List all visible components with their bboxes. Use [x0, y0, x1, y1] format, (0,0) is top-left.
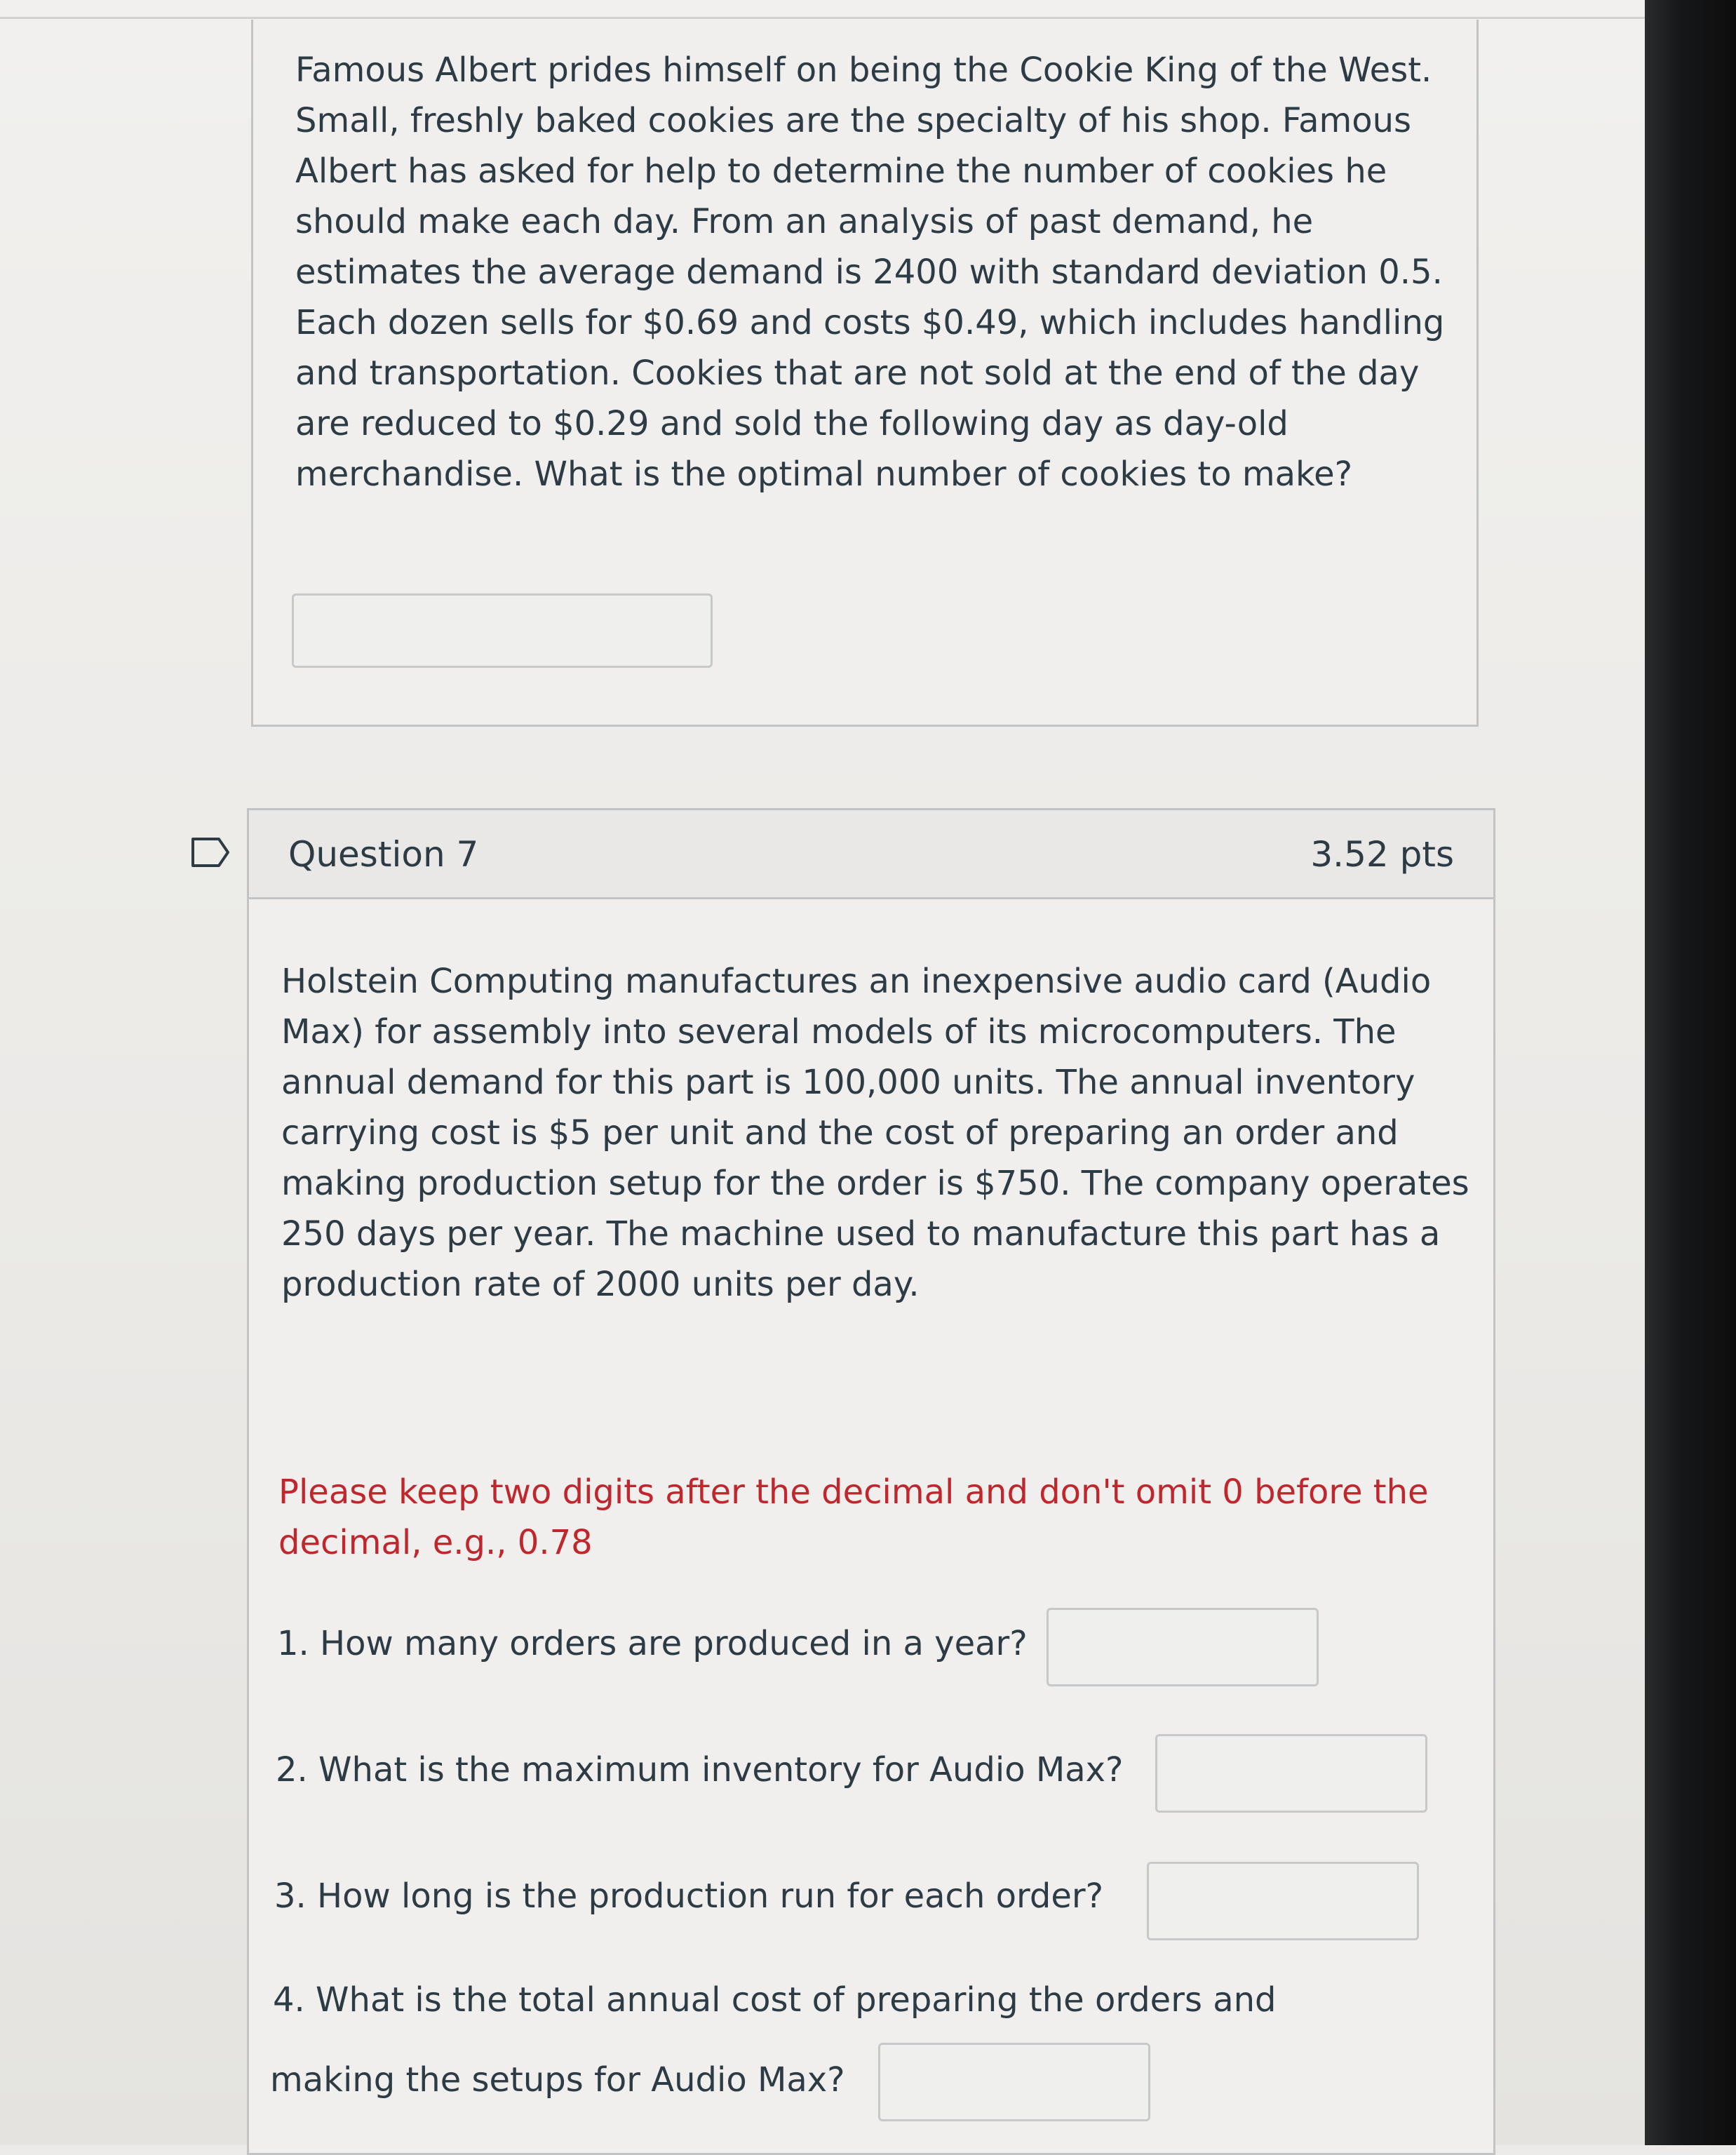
sub-question-3: 3. How long is the production run for each order?: [274, 1877, 1104, 1916]
previous-answer-input[interactable]: [292, 593, 713, 668]
flag-icon[interactable]: [191, 837, 230, 868]
sub-question-4-line-1: 4. What is the total annual cost of preparing the orders and: [273, 1980, 1277, 2020]
answer-input-2[interactable]: [1155, 1734, 1427, 1813]
answer-input-4[interactable]: [878, 2043, 1150, 2121]
device-bezel: [1645, 0, 1736, 2145]
decimal-instructions: Please keep two digits after the decimal and don't omit 0 before the decimal, e.g., 0.78: [278, 1472, 1429, 1562]
sub-question-2: 2. What is the maximum inventory for Audio Max?: [276, 1750, 1124, 1790]
question-header: [249, 810, 1493, 899]
question-7-card: [247, 808, 1495, 2155]
question-title: Question 7: [288, 834, 479, 875]
previous-question-card: [251, 20, 1479, 727]
top-divider: [0, 17, 1645, 19]
question-points: 3.52 pts: [1310, 834, 1454, 875]
answer-input-3[interactable]: [1147, 1862, 1419, 1940]
question-text: Holstein Computing manufactures an inexpensive audio card (Audio Max) for assembly into several models of its microcomputers. The annual demand for this part is 100,000 units. The annual inventory carrying cost is $5 per unit and the cost of preparing an order and making production setup for the order is $750. The company operates 250 days per year. The machine used to manufacture this part has a production rate of 2000 units per day.: [281, 962, 1469, 1304]
sub-question-1: 1. How many orders are produced in a year?: [277, 1624, 1028, 1663]
answer-input-1[interactable]: [1047, 1608, 1319, 1686]
previous-question-text: Famous Albert prides himself on being the Cookie King of the West. Small, freshly baked cookies are the specialty of his shop. Famous Albert has asked for help to determine the number of cookies he should make each day. From an analysis of past demand, he estimates the average demand is 2400 with standard deviation 0.5. Each dozen sells for $0.69 and costs $0.49, which includes handling and transportation. Cookies that are not sold at the end of the day are reduced to $0.29 and sold the following day as day-old merchandise. What is the optimal number of cookies to make?: [295, 51, 1445, 494]
sub-question-4-line-2: making the setups for Audio Max?: [270, 2060, 845, 2100]
